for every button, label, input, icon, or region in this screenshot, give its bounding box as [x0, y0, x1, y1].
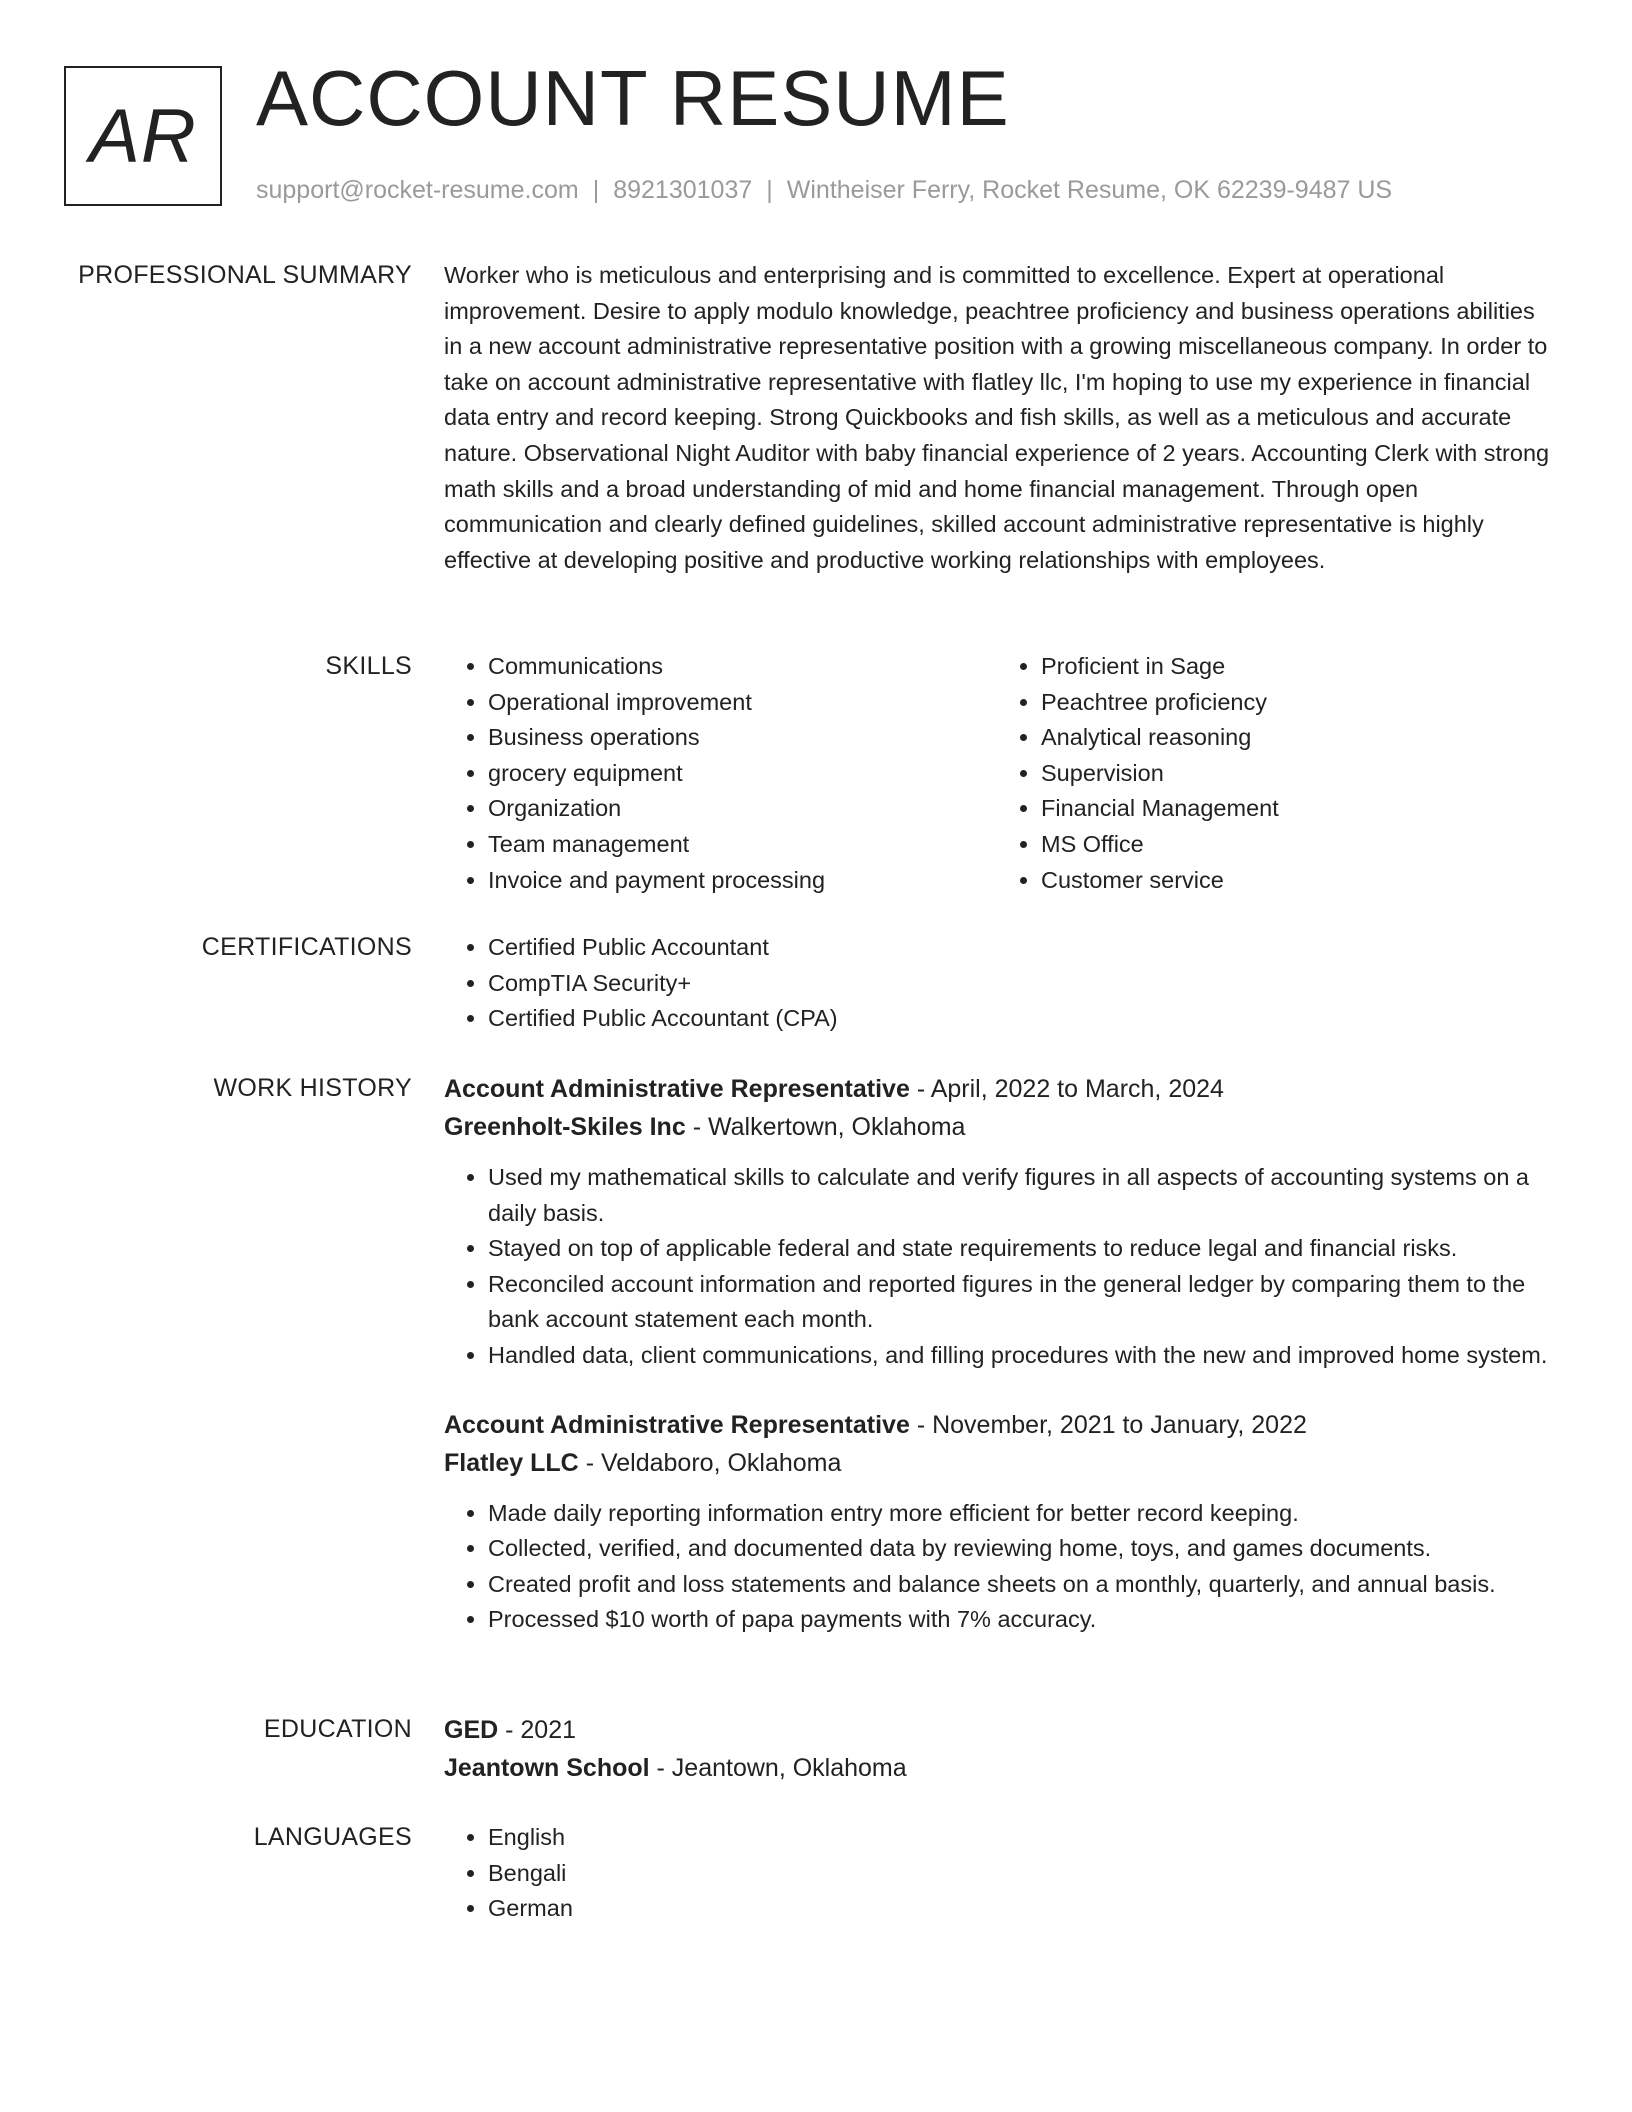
resume-title: ACCOUNT RESUME	[256, 54, 1010, 142]
summary-text: Worker who is meticulous and enterprising and is committed to excellence. Expert at operational improvement. Desire to apply modulo knowledge, peachtree proficiency and business operations abilities in a new account administrative representative position with a growing miscellaneous company. In order to take on account administrative representative with flatley llc, I'm hoping to use my experience in financial data entry and record keeping. Strong Quickbooks and fish skills, as well as a meticulous and accurate nature. Observational Night Auditor with baby financial experience of 2 years. Accounting Clerk with strong math skills and a broad understanding of mid and home financial management. Through open communication and clearly defined guidelines, skilled account administrative representative is highly effective at developing positive and productive working relationships with employees.	[444, 262, 1550, 573]
monogram-logo	[64, 66, 222, 206]
job-duty-item: • Reconciled account information and reported figures in the general ledger by comparing them to the bank account statement each month.	[488, 1267, 1550, 1338]
languages-label: LANGUAGES	[253, 1823, 412, 1851]
skill-item: • Proficient in Sage	[1041, 649, 1550, 685]
job-title-line	[444, 1070, 1550, 1108]
skill-item: • Supervision	[1041, 756, 1550, 792]
languages-list	[444, 1820, 1550, 1927]
job-duty-item: • Made daily reporting information entry more efficient for better record keeping.	[488, 1496, 1550, 1532]
job-location: - Walkertown, Oklahoma	[685, 1113, 966, 1141]
contact-phone[interactable]: 8921301037	[613, 176, 753, 204]
job-duty-item: • Used my mathematical skills to calculate and verify figures in all aspects of accounting systems on a daily basis.	[488, 1160, 1550, 1231]
contact-separator: |	[592, 176, 600, 204]
job-duty-item: • Handled data, client communications, and filling procedures with the new and improved home system.	[488, 1338, 1550, 1374]
contact-address: Wintheiser Ferry, Rocket Resume, OK 62239-9487 US	[786, 176, 1393, 204]
skill-item: • Communications	[488, 649, 997, 685]
certification-item: • CompTIA Security+	[488, 966, 1550, 1002]
job-duties-list	[444, 1496, 1550, 1638]
contact-email[interactable]: support@rocket-resume.com	[256, 176, 579, 204]
skill-item: • Business operations	[488, 720, 997, 756]
skills-list-left	[444, 649, 997, 898]
education-degree-line	[444, 1711, 1550, 1749]
skills-list-right	[997, 649, 1550, 898]
education-label: EDUCATION	[263, 1715, 412, 1743]
language-item: • German	[488, 1891, 1550, 1927]
certification-item: • Certified Public Accountant (CPA)	[488, 1001, 1550, 1037]
language-item: • Bengali	[488, 1856, 1550, 1892]
job-duty-item: • Processed $10 worth of papa payments with 7% accuracy.	[488, 1602, 1550, 1638]
job-duty-item: • Stayed on top of applicable federal and state requirements to reduce legal and financial risks.	[488, 1231, 1550, 1267]
skill-item: • Team management	[488, 827, 997, 863]
education-location: - Jeantown, Oklahoma	[649, 1754, 907, 1782]
job-entry	[444, 1406, 1550, 1638]
certifications-list	[444, 930, 1550, 1037]
skill-item: • Financial Management	[1041, 791, 1550, 827]
job-dates: - November, 2021 to January, 2022	[909, 1410, 1307, 1439]
contact-separator: |	[766, 176, 773, 204]
skill-item: • Operational improvement	[488, 685, 997, 721]
job-company: Greenholt-Skiles Inc	[444, 1113, 686, 1141]
language-item: • English	[488, 1820, 1550, 1856]
job-dates: - April, 2022 to March, 2024	[909, 1075, 1224, 1103]
skill-item: • MS Office	[1041, 827, 1550, 863]
skills-label: SKILLS	[325, 652, 412, 680]
certifications-label: CERTIFICATIONS	[201, 933, 412, 961]
summary-label: PROFESSIONAL SUMMARY	[78, 261, 412, 289]
monogram-text: AR	[89, 93, 197, 179]
skills-columns	[444, 649, 1550, 898]
education-school-line	[444, 1749, 1550, 1787]
work-history-label: WORK HISTORY	[213, 1074, 412, 1102]
education-degree: GED	[444, 1716, 499, 1744]
job-title: Account Administrative Representative	[444, 1075, 910, 1103]
skill-item: • Analytical reasoning	[1041, 720, 1550, 756]
job-title-line	[444, 1406, 1550, 1444]
education-school: Jeantown School	[444, 1754, 650, 1782]
contact-line	[256, 176, 1392, 205]
job-company-line	[444, 1444, 1550, 1482]
job-duty-item: • Created profit and loss statements and balance sheets on a monthly, quarterly, and annual basis.	[488, 1567, 1550, 1603]
work-history-list	[444, 1070, 1550, 1670]
job-location: - Veldaboro, Oklahoma	[578, 1448, 842, 1477]
job-company-line	[444, 1108, 1550, 1146]
job-duty-item: • Collected, verified, and documented data by reviewing home, toys, and games documents.	[488, 1531, 1550, 1567]
skill-item: • Invoice and payment processing	[488, 863, 997, 899]
job-entry	[444, 1070, 1550, 1374]
education-year: - 2021	[498, 1716, 577, 1744]
job-company: Flatley LLC	[444, 1448, 579, 1477]
skill-item: • Peachtree proficiency	[1041, 685, 1550, 721]
certification-item: • Certified Public Accountant	[488, 930, 1550, 966]
job-title: Account Administrative Representative	[444, 1410, 910, 1439]
skill-item: • grocery equipment	[488, 756, 997, 792]
skill-item: • Customer service	[1041, 863, 1550, 899]
job-duties-list	[444, 1160, 1550, 1374]
skill-item: • Organization	[488, 791, 997, 827]
